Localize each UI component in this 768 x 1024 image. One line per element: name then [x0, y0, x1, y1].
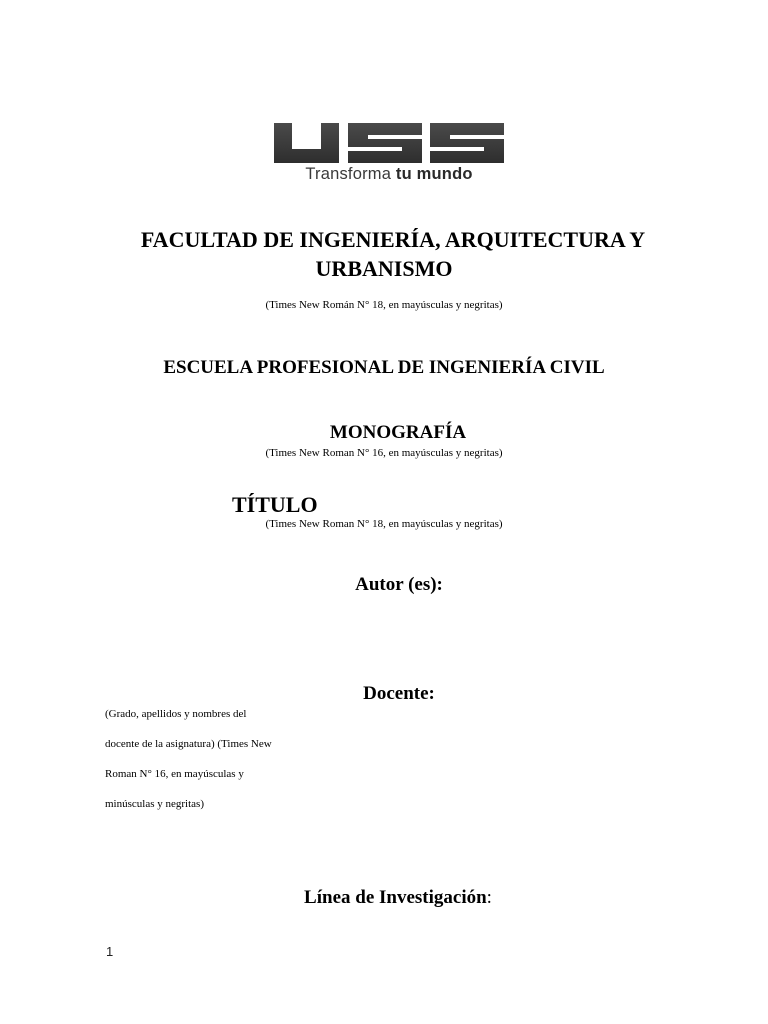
faculty-heading-line1: FACULTAD DE INGENIERÍA, ARQUITECTURA Y: [140, 227, 646, 252]
faculty-heading-line2: URBANISMO: [315, 256, 453, 281]
authors-heading: Autor (es):: [355, 574, 443, 595]
research-line-heading: [0, 885, 768, 911]
school-heading: ESCUELA PROFESIONAL DE INGENIERÍA CIVIL: [163, 357, 605, 378]
faculty-format-note: (Times New Román N° 18, en mayúsculas y negritas): [265, 299, 503, 311]
research-line-colon: :: [486, 887, 492, 908]
monograph-format-note: (Times New Roman N° 16, en mayúsculas y negritas): [265, 447, 503, 459]
title-heading: TÍTULO: [232, 492, 318, 517]
tagline-bold: tu mundo: [395, 165, 473, 183]
uss-logo-wordmark: [272, 121, 506, 165]
teacher-note-line: (Grado, apellidos y nombres del: [105, 708, 247, 720]
teacher-note-line: docente de la asignatura) (Times New: [105, 738, 272, 750]
teacher-note-line: Roman N° 16, en mayúsculas y: [105, 768, 244, 780]
title-format-note: (Times New Roman N° 18, en mayúsculas y negritas): [265, 518, 503, 530]
research-line-label: Línea de Investigación: [304, 887, 487, 908]
uss-logo: [272, 121, 506, 183]
teacher-note-line: minúsculas y negritas): [105, 798, 204, 810]
teacher-heading: Docente:: [363, 683, 435, 704]
page-number: 1: [106, 944, 114, 959]
tagline-regular: Transforma: [305, 165, 396, 183]
uss-logo-tagline: [272, 165, 506, 184]
monograph-heading: MONOGRAFÍA: [329, 422, 467, 443]
